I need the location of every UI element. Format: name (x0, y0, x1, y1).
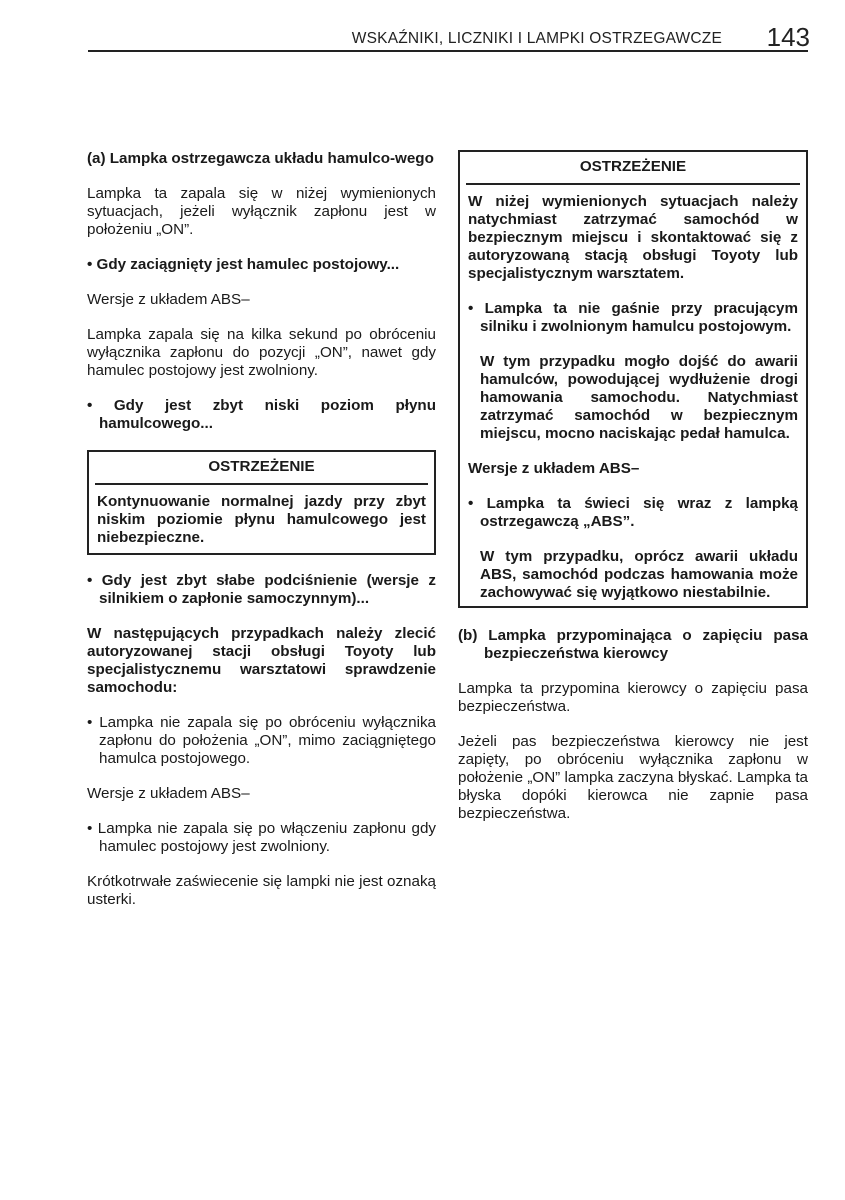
warning-title: OSTRZEŻENIE (95, 452, 428, 485)
warning-box-stop (458, 150, 808, 608)
bullet-not-off: • Lampka ta nie gaśnie przy pracującym silniku i zwolnionym hamulcu postojowym. (468, 300, 798, 335)
bullet-abs-lamp: • Lampka ta świeci się wraz z lampką ostrzegawczą „ABS”. (468, 495, 798, 530)
paragraph-abs: Lampka zapala się na kilka sekund po obróceniu wyłącznika zapłonu do pozycji „ON”, nawet gdy hamulec postojowy jest zwolniony. (87, 326, 436, 379)
bullet-parking-brake: • Gdy zaciągnięty jest hamulec postojowy... (87, 256, 400, 273)
warning-intro: W niżej wymienionych sytuacjach należy natychmiast zatrzymać samochód w bezpiecznym miejscu i skontaktować się z autoryzowaną stacją obsługi Toyoty lub specjalistycznym warsztatem. (468, 193, 798, 282)
bullet-not-lit: • Lampka nie zapala się po obróceniu wyłącznika zapłonu do położenia „ON”, mimo zaciągniętego hamulca postojowego. (87, 714, 436, 767)
right-column (458, 150, 808, 840)
bullet-low-fluid: • Gdy jest zbyt niski poziom płynu hamulcowego... (87, 397, 436, 432)
running-header-title: WSKAŹNIKI, LICZNIKI I LAMPKI OSTRZEGAWCZE (351, 30, 722, 47)
warning-body (89, 485, 434, 553)
section-a-heading: (a) Lampka ostrzegawcza układu hamulco-wego (87, 150, 434, 167)
abs-versions-label-right: Wersje z układem ABS– (468, 460, 640, 477)
page-number: 143 (766, 22, 810, 52)
paragraph-belt-intro: Lampka ta przypomina kierowcy o zapięciu pasa bezpieczeństwa. (458, 680, 808, 715)
left-column (87, 150, 436, 926)
bullet-vacuum: • Gdy jest zbyt słabe podciśnienie (wersje z silnikiem o zapłonie samoczynnym)... (87, 572, 436, 607)
bullet-not-lit-released: • Lampka nie zapala się po włączeniu zapłonu gdy hamulec postojowy jest zwolniony. (87, 820, 436, 855)
abs-versions-label-2: Wersje z układem ABS– (87, 785, 250, 802)
section-b-heading: (b) Lampka przypominająca o zapięciu pasa bezpieczeństwa kierowcy (458, 627, 808, 662)
warning-box-fluid (87, 450, 436, 555)
paragraph-belt: Jeżeli pas bezpieczeństwa kierowcy nie jest zapięty, po obróceniu wyłącznika zapłonu w położenie „ON” lampka zaczyna błyskać. Lampka ta błyska dopóki kierowca nie zapnie pasa bezpieczeństwa. (458, 733, 808, 822)
paragraph-service: W następujących przypadkach należy zlecić autoryzowanej stacji obsługi Toyoty lub specjalistycznemu warsztatowi sprawdzenie samochodu: (87, 625, 436, 696)
abs-versions-label: Wersje z układem ABS– (87, 291, 250, 308)
paragraph-brief: Krótkotrwałe zaświecenie się lampki nie jest oznaką usterki. (87, 873, 436, 908)
warning-body-right (460, 185, 806, 606)
header-divider (88, 50, 808, 52)
paragraph-failure: W tym przypadku mogło dojść do awarii hamulców, powodującej wydłużenie drogi hamowania samochodu. Natychmiast zatrzymać samochód w bezpiecznym miejscu, mocno naciskając pedał hamulca. (480, 353, 798, 442)
paragraph-abs-failure: W tym przypadku, oprócz awarii układu ABS, samochód podczas hamowania może zachowywać się wyjątkowo niestabilnie. (480, 548, 798, 601)
paragraph-intro: Lampka ta zapala się w niżej wymienionych sytuacjach, jeżeli wyłącznik zapłonu jest w położeniu „ON”. (87, 185, 436, 238)
warning-title-right: OSTRZEŻENIE (466, 152, 800, 185)
warning-text: Kontynuowanie normalnej jazdy przy zbyt niskim poziomie płynu hamulcowego jest niebezpieczne. (97, 493, 426, 546)
